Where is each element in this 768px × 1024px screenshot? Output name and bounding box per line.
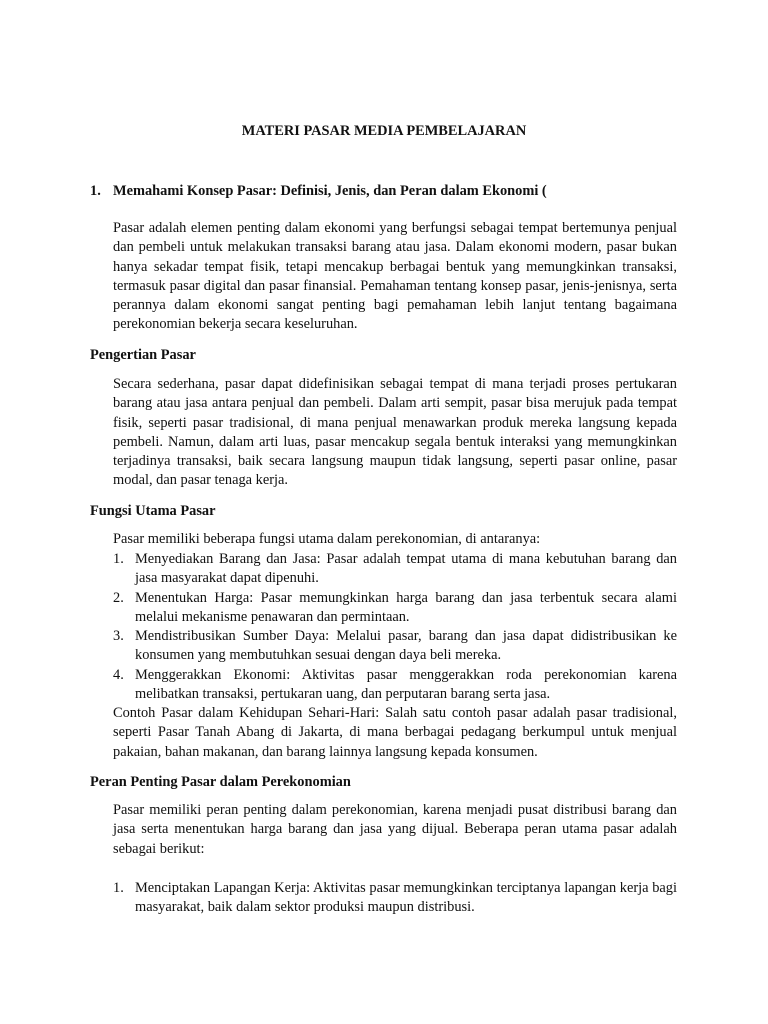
list-item [113,550,677,589]
list-item-number: 1. [113,551,124,567]
list-item [113,627,677,666]
subheading-pengertian: Pengertian Pasar [90,347,196,363]
document-title: MATERI PASAR MEDIA PEMBELAJARAN [241,123,527,139]
list-item-text: Menyediakan Barang dan Jasa: Pasar adalah tempat utama di mana kebutuhan barang dan jasa masyarakat dapat dipenuhi. [135,551,677,587]
subheading-fungsi: Fungsi Utama Pasar [90,503,216,519]
list-item-number: 4. [113,666,124,683]
list-item-number: 3. [113,628,124,645]
list-item-number: 2. [113,589,124,606]
section-number: 1. [90,183,101,199]
pengertian-paragraph: Secara sederhana, pasar dapat didefinisikan sebagai tempat di mana terjadi proses pertukaran barang atau jasa antara penjual dan pembeli. Dalam arti sempit, pasar bisa merujuk pada tempat fisik, seperti pasar tradisional, di mana penjual menawarkan produk mereka langsung kepada pembeli. Namun, dalam arti luas, pasar mencakup segala bentuk interaksi yang memungkinkan terjadinya transaksi, baik secara langsung maupun tidak langsung, seperti pasar online, pasar modal, dan pasar tenaga kerja. [113,376,677,489]
list-item-text: Menciptakan Lapangan Kerja: Aktivitas pasar memungkinkan terciptanya lapangan kerja bagi masyarakat, baik dalam sektor produksi maupun distribusi. [135,880,677,916]
list-item-number: 1. [113,880,124,896]
list-item-text: Mendistribusikan Sumber Daya: Melalui pasar, barang dan jasa dapat didistribusikan ke konsumen yang membutuhkan sesuai dengan daya beli mereka. [135,628,677,664]
peran-list [113,879,677,918]
list-item-text: Menggerakkan Ekonomi: Aktivitas pasar menggerakkan roda perekonomian karena melibatkan transaksi, pertukaran uang, dan perputaran barang serta jasa. [135,666,677,703]
fungsi-lead: Pasar memiliki beberapa fungsi utama dalam perekonomian, di antaranya: [113,531,541,547]
fungsi-list [113,550,677,704]
contoh-paragraph: Contoh Pasar dalam Kehidupan Sehari-Hari: Salah satu contoh pasar adalah pasar tradisional, seperti Pasar Tanah Abang di Jakarta, di mana berbagai pedagang berkumpul untuk menjual pakaian, bahan makanan, dan barang lainnya langsung kepada konsumen. [113,705,677,760]
list-item [113,879,677,918]
intro-paragraph: Pasar adalah elemen penting dalam ekonomi yang berfungsi sebagai tempat bertemunya penjual dan pembeli untuk melakukan transaksi barang atau jasa. Dalam ekonomi modern, pasar bukan hanya sekadar tempat fisik, tetapi mencakup berbagai bentuk yang memungkinkan transaksi, termasuk pasar digital dan pasar finansial. Pemahaman tentang konsep pasar, jenis-jenisnya, serta perannya dalam ekonomi sangat penting bagi pemahaman lebih lanjut tentang bagaimana perekonomian bekerja secara keseluruhan. [113,220,677,333]
subheading-peran: Peran Penting Pasar dalam Perekonomian [90,774,351,790]
peran-intro-paragraph: Pasar memiliki peran penting dalam perekonomian, karena menjadi pusat distribusi barang dan jasa serta menentukan harga barang dan jasa yang dijual. Beberapa peran utama pasar adalah sebagai berikut: [113,802,677,857]
list-item [113,666,677,705]
list-item [113,589,677,628]
list-item-text: Menentukan Harga: Pasar memungkinkan harga barang dan jasa terbentuk secara alami melalui mekanisme penawaran dan permintaan. [135,589,677,625]
section-heading-text: Memahami Konsep Pasar: Definisi, Jenis, dan Peran dalam Ekonomi ( [113,183,547,199]
